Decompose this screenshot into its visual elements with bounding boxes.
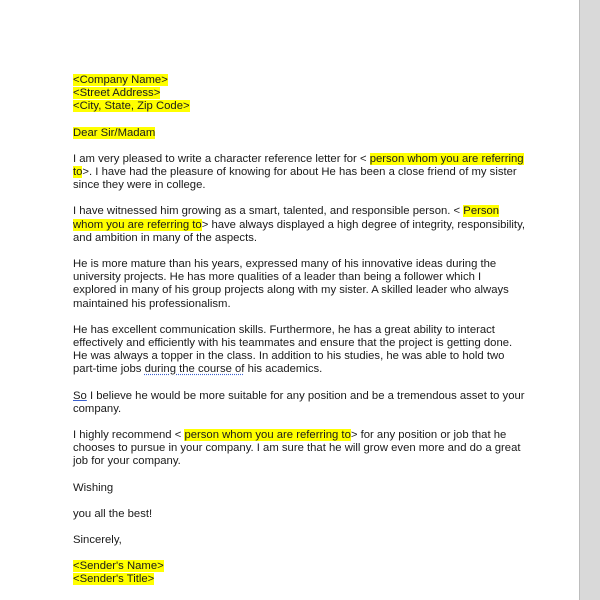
street-address: <Street Address> [73,87,161,100]
city-state-zip-line [73,100,525,113]
p2-text-a: I have witnessed him growing as a smart, talented, and responsible person. < [73,205,464,218]
p4-text-a: He has excellent communication skills. Furthermore, he has a great ability to interact effectively and efficiently with his teammates and ensure that the project is getting done. He was always a topper in the class. In addition to his studies, he was able to hold two part-time jobs [73,323,513,376]
paragraph-2 [73,205,525,245]
wishing-line: Wishing [73,481,114,494]
p6-text-b: > for any position or job that he chooses to pursue in your company. I am sure that he will grow even more and do a great job for your company. [73,429,521,468]
company-name: <Company Name> [73,74,168,86]
company-name-line [73,74,525,87]
p6-text-a: I highly recommend < [73,429,185,442]
best-wishes-line: you all the best! [73,507,153,520]
p5-so-underline: So [73,389,87,402]
paragraph-4 [73,324,525,377]
sender-title-line [73,573,525,586]
p1-text-b: >. I have had the pleasure of knowing for about He has been a close friend of my sister since they were in college. [73,166,517,192]
p2-text-b: > have always displayed a high degree of integrity, responsibility, and ambition in many of the aspects. [73,218,526,244]
paragraph-6 [73,429,525,469]
p4-text-b: his academics. [244,363,323,376]
p1-placeholder-highlight: person whom you are referring to [73,152,524,179]
paragraph-1 [73,153,525,193]
p1-text-a: I am very pleased to write a character reference letter for < [73,152,370,165]
city-state-zip: <City, State, Zip Code> [73,100,190,113]
salutation-line [73,127,525,140]
street-address-line [73,87,525,100]
sender-title: <Sender's Title> [73,573,155,586]
sender-name: <Sender's Name> [73,560,164,573]
p6-placeholder-highlight: person whom you are referring to [184,429,351,442]
letter-body [73,74,525,587]
p2-placeholder-highlight: Person whom you are referring to [73,205,500,231]
closing-line: Sincerely, [73,534,122,547]
salutation: Dear Sir/Madam [73,126,156,139]
paragraph-3: He is more mature than his years, expressed many of his innovative ideas during the university projects. He has more qualities of a leader than being a follower which I explored in many of his group projects along with my sister. A skilled leader who always maintained his professionalism. [73,258,509,310]
p5-text-b: I believe he would be more suitable for any position and be a tremendous asset to your company. [73,389,525,415]
p4-grammar-underline: during the course of [144,363,245,376]
sender-name-line [73,560,525,573]
paragraph-5 [73,390,525,416]
